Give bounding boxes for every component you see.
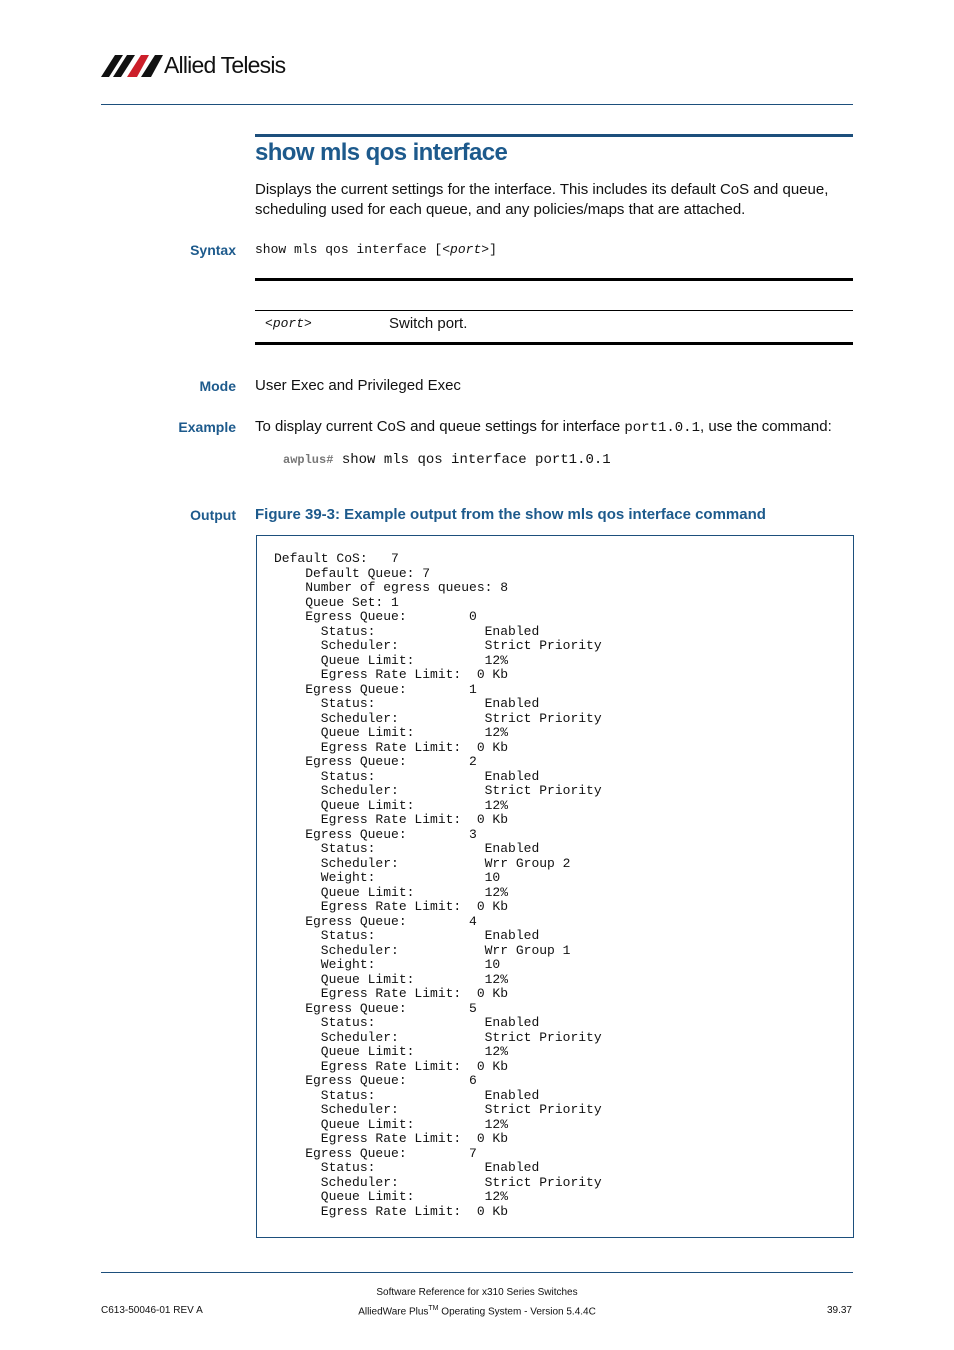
footer-rule (101, 1272, 853, 1273)
header-rule (101, 104, 853, 105)
page-title: show mls qos interface (255, 139, 508, 166)
param-name-text: port (272, 316, 305, 331)
footer-os-rest: Operating System - Version 5.4.4C (438, 1306, 596, 1318)
footer-page-number: 39.37 (826, 1305, 852, 1316)
allied-telesis-logo-mark-icon (101, 55, 163, 77)
example-text-before: To display current CoS and queue settings for interface (255, 418, 625, 435)
footer-os-name: AlliedWare Plus (358, 1306, 429, 1318)
param-close: > (304, 316, 312, 331)
param-description: Switch port. (389, 315, 468, 332)
syntax-param: port (450, 242, 482, 257)
footer-os-tm: TM (428, 1305, 439, 1312)
syntax-command (255, 242, 497, 257)
footer-doc-title: Software Reference for x310 Series Switches (376, 1287, 578, 1298)
title-bar (255, 134, 853, 137)
mode-label: Mode (199, 378, 236, 394)
command-output: Default CoS: 7 Default Queue: 7 Number of egress queues: 8 Queue Set: 1 Egress Queue: 0 Status: Enabled Scheduler: Strict Priority Queue Limit: 12% Egress Rate Limit: 0 Kb Egress Queue: 1 Status: Enabled Scheduler: Strict Priority Queue Limit: 12% Egress Rate Limit: 0 Kb Egress Queue: 2 Status: Enabled Scheduler: Strict Priority Queue Limit: 12% Egress Rate Limit: 0 Kb Egress Queue: 3 Status: Enabled Scheduler: Wrr Group 2 Weight: 10 Queue Limit: 12% Egress Rate Limit: 0 Kb Egress Queue: 4 Status: Enabled Scheduler: Wrr Group 1 Weight: 10 Queue Limit: 12% Egress Rate Limit: 0 Kb Egress Queue: 5 Status: Enabled Scheduler: Strict Priority Queue Limit: 12% Egress Rate Limit: 0 Kb Egress Queue: 6 Status: Enabled Scheduler: Strict Priority Queue Limit: 12% Egress Rate Limit: 0 Kb Egress Queue: 7 Status: Enabled Scheduler: Strict Priority Queue Limit: 12% Egress Rate Limit: 0 Kb (274, 551, 602, 1219)
footer-doc-id: C613-50046-01 REV A (101, 1305, 203, 1316)
output-label: Output (190, 507, 236, 523)
syntax-command-text: show mls qos interface [< (255, 242, 451, 257)
example-text-after: , use the command: (700, 418, 832, 435)
figure-caption: Figure 39-3: Example output from the show mls qos interface command (255, 506, 766, 523)
footer-os-version (0, 1305, 954, 1317)
example-text (255, 418, 832, 436)
example-label: Example (178, 419, 236, 435)
cli-command: show mls qos interface port1.0.1 (341, 452, 611, 468)
syntax-label: Syntax (190, 242, 236, 258)
command-description: Displays the current settings for the interface. This includes its default CoS and queue, scheduling used for each queue, and any policies/maps that are attached. (255, 181, 829, 218)
example-code: port1.0.1 (624, 420, 700, 436)
cli-prompt: awplus# (283, 453, 334, 467)
param-table-header-rule (255, 310, 853, 311)
mode-text: User Exec and Privileged Exec (255, 377, 461, 394)
syntax-close: >] (481, 242, 497, 257)
allied-telesis-logo (101, 52, 301, 80)
param-table-top-rule (255, 278, 853, 281)
param-table-bottom-rule (255, 342, 853, 345)
param-open: < (265, 316, 273, 331)
logo-text: Allied Telesis (164, 52, 286, 78)
param-name (265, 316, 312, 331)
example-command (283, 452, 611, 468)
